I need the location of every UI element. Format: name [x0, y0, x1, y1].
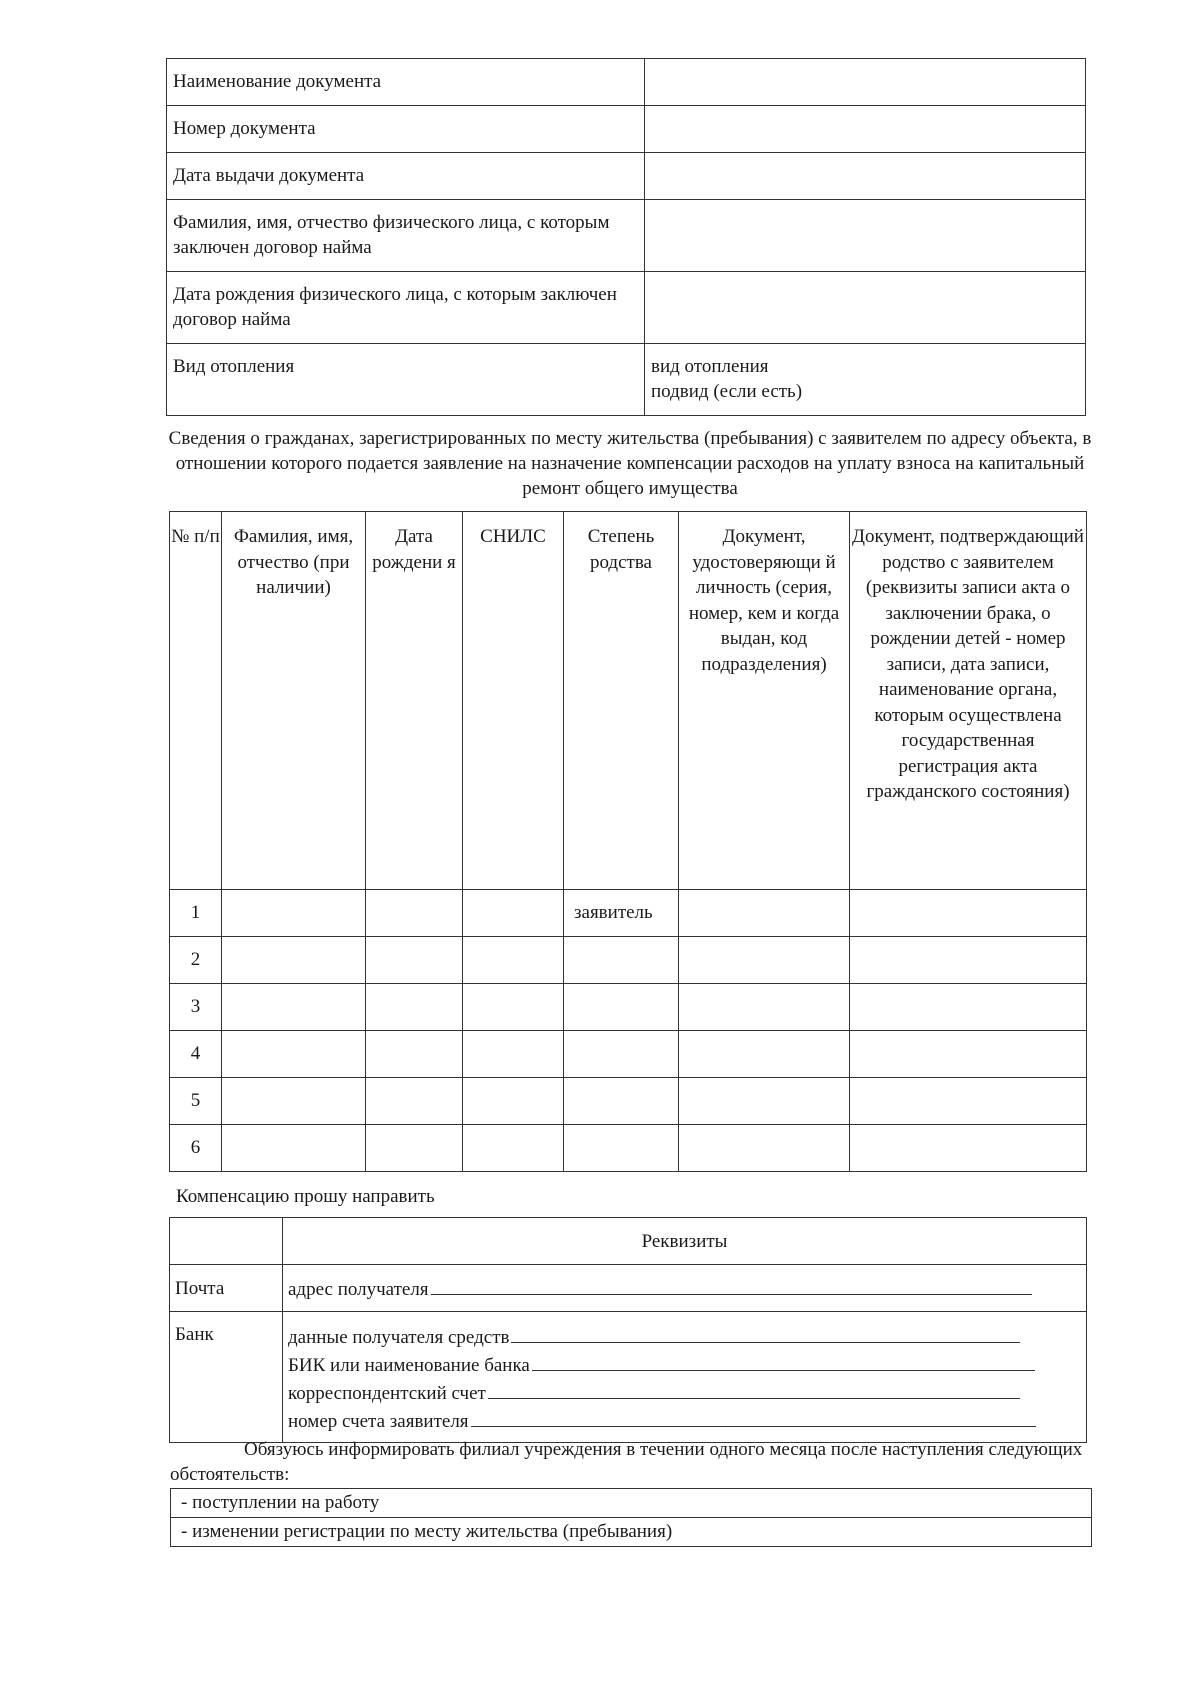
row-number: 3 — [170, 984, 222, 1031]
table-row — [170, 984, 1087, 1031]
fullname-cell[interactable] — [222, 937, 366, 984]
row-number: 4 — [170, 1031, 222, 1078]
tenant-name-field[interactable] — [645, 200, 1086, 272]
table-row — [170, 937, 1087, 984]
snils-cell[interactable] — [463, 890, 564, 937]
bank-details-field[interactable] — [283, 1312, 1087, 1443]
id-document-cell[interactable] — [679, 1031, 850, 1078]
document-info-table — [166, 58, 1086, 416]
table-row — [170, 890, 1087, 937]
fullname-cell[interactable] — [222, 1078, 366, 1125]
doc-issue-date-field[interactable] — [645, 153, 1086, 200]
birthdate-cell[interactable] — [366, 984, 463, 1031]
fullname-cell[interactable] — [222, 1031, 366, 1078]
id-document-cell[interactable] — [679, 1125, 850, 1172]
funds-recipient-label: данные получателя средств — [288, 1327, 510, 1348]
doc-issue-date-label: Дата выдачи документа — [167, 153, 645, 200]
heating-type-label: вид отопления — [651, 356, 769, 377]
fullname-cell[interactable] — [222, 984, 366, 1031]
circumstances-table — [170, 1488, 1092, 1547]
row-number: 6 — [170, 1125, 222, 1172]
row-number: 1 — [170, 890, 222, 937]
tenant-birthdate-label: Дата рождения физического лица, с которым заключен договор найма — [167, 272, 645, 344]
bik-label: БИК или наименование банка — [288, 1355, 530, 1376]
col-birthdate-header: Дата рождени я — [366, 512, 463, 890]
corr-account-line[interactable] — [488, 1378, 1020, 1399]
applicant-account-line[interactable] — [471, 1406, 1036, 1427]
kinship-document-cell[interactable] — [850, 984, 1087, 1031]
row-number: 5 — [170, 1078, 222, 1125]
relation-cell[interactable] — [564, 937, 679, 984]
relation-cell[interactable] — [564, 1031, 679, 1078]
birthdate-cell[interactable] — [366, 890, 463, 937]
members-table — [169, 511, 1087, 1172]
birthdate-cell[interactable] — [366, 1125, 463, 1172]
payment-details-table — [169, 1217, 1087, 1443]
applicant-account-label: номер счета заявителя — [288, 1411, 469, 1432]
col-fullname-header: Фамилия, имя, отчество (при наличии) — [222, 512, 366, 890]
id-document-cell[interactable] — [679, 1078, 850, 1125]
members-header-row — [170, 512, 1087, 890]
members-heading: Сведения о гражданах, зарегистрированных по месту жительства (пребывания) с заявителем по адресу объекта, в отношении которого подается заявление на назначение компенсации расходов на уплату взноса на капитальный ремонт общего имущества — [168, 428, 1092, 499]
tenant-name-label: Фамилия, имя, отчество физического лица, с которым заключен договор найма — [167, 200, 645, 272]
list-item — [171, 1518, 1092, 1547]
table-row — [170, 1078, 1087, 1125]
tenant-birthdate-field[interactable] — [645, 272, 1086, 344]
col-snils-header: СНИЛС — [463, 512, 564, 890]
snils-cell[interactable] — [463, 1125, 564, 1172]
snils-cell[interactable] — [463, 984, 564, 1031]
recipient-address-label: адрес получателя — [288, 1279, 429, 1300]
col-kinship-document-header: Документ, подтверждающий родство с заявителем (реквизиты записи акта о заключении брака, о рождении детей - номер записи, дата записи, наименование органа, которым осуществлена государственная регистрация акта гражданского состояния) — [850, 512, 1087, 890]
heating-subtype-label: подвид (если есть) — [651, 381, 803, 402]
mail-method-label: Почта — [170, 1265, 283, 1312]
mail-address-field[interactable] — [283, 1265, 1087, 1312]
circumstance-employment: - поступлении на работу — [171, 1489, 1092, 1518]
kinship-document-cell[interactable] — [850, 937, 1087, 984]
id-document-cell[interactable] — [679, 937, 850, 984]
doc-number-label: Номер документа — [167, 106, 645, 153]
snils-cell[interactable] — [463, 937, 564, 984]
relation-cell[interactable] — [564, 1125, 679, 1172]
heating-field[interactable] — [645, 344, 1086, 416]
doc-name-label: Наименование документа — [167, 59, 645, 106]
snils-cell[interactable] — [463, 1031, 564, 1078]
funds-recipient-line[interactable] — [511, 1322, 1020, 1343]
col-number-header: № п/п — [170, 512, 222, 890]
corr-account-label: корреспондентский счет — [288, 1383, 486, 1404]
fullname-cell[interactable] — [222, 890, 366, 937]
relation-cell[interactable]: заявитель — [564, 890, 679, 937]
kinship-document-cell[interactable] — [850, 1125, 1087, 1172]
obligation-text: Обязуюсь информировать филиал учреждения в течении одного месяца после наступления следующих обстоятельств: — [170, 1439, 1083, 1485]
relation-cell[interactable] — [564, 1078, 679, 1125]
doc-name-field[interactable] — [645, 59, 1086, 106]
birthdate-cell[interactable] — [366, 1078, 463, 1125]
kinship-document-cell[interactable] — [850, 890, 1087, 937]
row-number: 2 — [170, 937, 222, 984]
kinship-document-cell[interactable] — [850, 1031, 1087, 1078]
bik-line[interactable] — [532, 1350, 1035, 1371]
recipient-address-line[interactable] — [431, 1274, 1032, 1295]
birthdate-cell[interactable] — [366, 937, 463, 984]
col-id-document-header: Документ, удостоверяющи й личность (серия, номер, кем и когда выдан, код подразделения) — [679, 512, 850, 890]
fullname-cell[interactable] — [222, 1125, 366, 1172]
table-row — [170, 1031, 1087, 1078]
heating-label: Вид отопления — [167, 344, 645, 416]
payment-method-header — [170, 1218, 283, 1265]
birthdate-cell[interactable] — [366, 1031, 463, 1078]
table-row — [170, 1125, 1087, 1172]
bank-method-label: Банк — [170, 1312, 283, 1443]
relation-cell[interactable] — [564, 984, 679, 1031]
list-item — [171, 1489, 1092, 1518]
kinship-document-cell[interactable] — [850, 1078, 1087, 1125]
id-document-cell[interactable] — [679, 890, 850, 937]
send-compensation-label: Компенсацию прошу направить — [176, 1186, 435, 1207]
id-document-cell[interactable] — [679, 984, 850, 1031]
col-relation-header: Степень родства — [564, 512, 679, 890]
snils-cell[interactable] — [463, 1078, 564, 1125]
doc-number-field[interactable] — [645, 106, 1086, 153]
circumstance-registration-change: - изменении регистрации по месту жительства (пребывания) — [171, 1518, 1092, 1547]
requisites-header: Реквизиты — [283, 1218, 1087, 1265]
